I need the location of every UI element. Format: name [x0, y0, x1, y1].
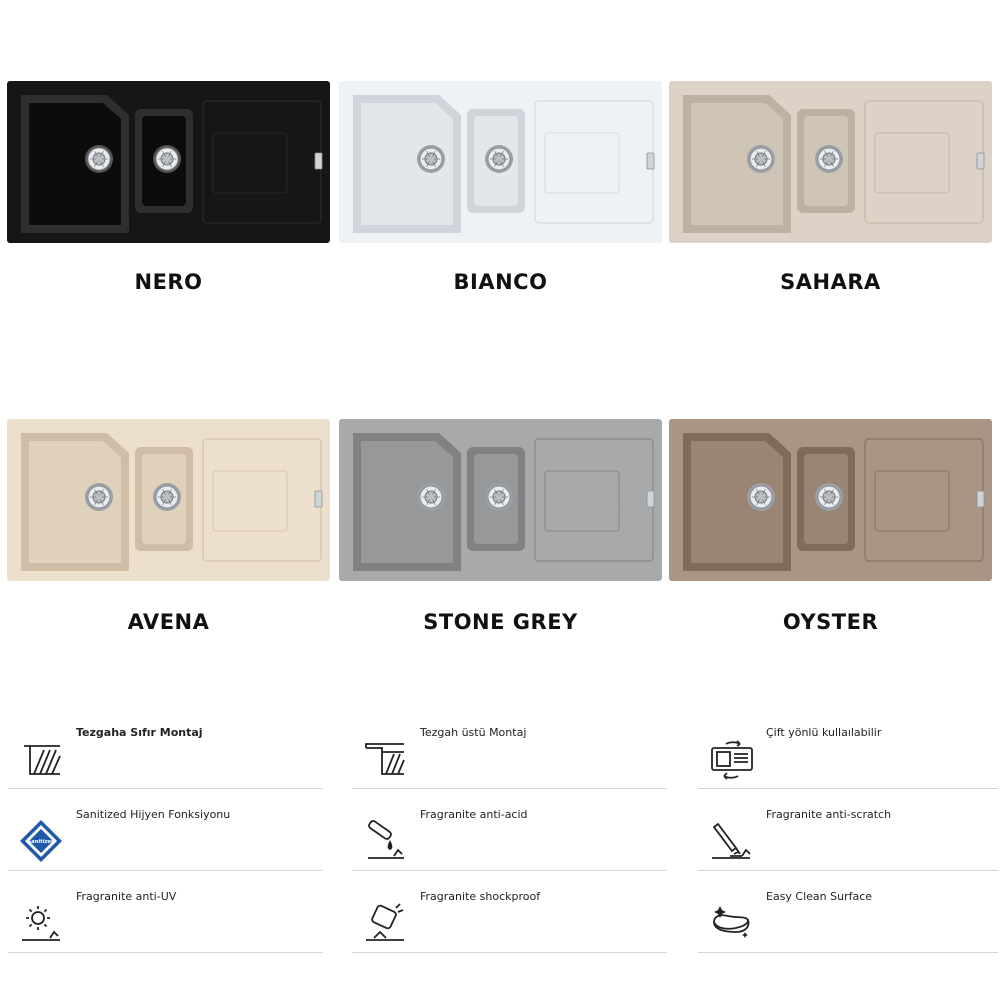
- feature-label: Fragranite shockproof: [420, 890, 541, 903]
- sink-illustration: [669, 419, 992, 581]
- feature-shockproof: [352, 876, 662, 956]
- feature-label: Çift yönlü kullaılabilir: [766, 726, 882, 739]
- overflow-slot: [315, 153, 322, 169]
- feature-label: Fragranite anti-UV: [76, 890, 177, 903]
- divider: [8, 952, 323, 953]
- top-mount-icon: [360, 734, 410, 784]
- feature-anti-scratch: [698, 794, 1000, 874]
- divider: [8, 870, 323, 871]
- sink-illustration: [7, 81, 330, 243]
- sink-illustration: [669, 81, 992, 243]
- feature-label: Fragranite anti-acid: [420, 808, 528, 821]
- feature-sanitized: [8, 794, 318, 874]
- flush-mount-icon: [16, 734, 66, 784]
- divider: [352, 788, 667, 789]
- badge-text: Sanitized: [27, 839, 55, 845]
- overflow-slot: [977, 153, 984, 169]
- sink-swatch-avena[interactable]: [7, 419, 330, 581]
- divider: [352, 952, 667, 953]
- sink-swatch-bianco[interactable]: [339, 81, 662, 243]
- sink-swatch-sahara[interactable]: [669, 81, 992, 243]
- color-name: BIANCO: [453, 270, 548, 294]
- feature-label: Fragranite anti-scratch: [766, 808, 892, 821]
- feature-label: Tezgaha Sıfır Montaj: [76, 726, 203, 739]
- shockproof-icon: [360, 898, 410, 948]
- sink-swatch-stone-grey[interactable]: [339, 419, 662, 581]
- anti-scratch-icon: [706, 816, 756, 866]
- color-name: NERO: [134, 270, 203, 294]
- color-name: STONE GREY: [423, 610, 578, 634]
- sanitized-badge-icon: [16, 816, 66, 866]
- divider: [698, 788, 998, 789]
- feature-label: Tezgah üstü Montaj: [420, 726, 527, 739]
- feature-anti-acid: [352, 794, 662, 874]
- divider: [352, 870, 667, 871]
- overflow-slot: [647, 153, 654, 169]
- feature-label: Easy Clean Surface: [766, 890, 873, 903]
- feature-flush-mount: [8, 712, 318, 792]
- feature-top-mount: [352, 712, 662, 792]
- feature-label: Sanitized Hijyen Fonksiyonu: [76, 808, 231, 821]
- overflow-slot: [315, 491, 322, 507]
- color-name: AVENA: [127, 610, 210, 634]
- reversible-icon: [706, 734, 756, 784]
- sink-illustration: [339, 81, 662, 243]
- sink-illustration: [7, 419, 330, 581]
- feature-reversible: [698, 712, 1000, 792]
- overflow-slot: [977, 491, 984, 507]
- color-name: SAHARA: [780, 270, 881, 294]
- overflow-slot: [647, 491, 654, 507]
- sink-swatch-oyster[interactable]: [669, 419, 992, 581]
- anti-acid-icon: [360, 816, 410, 866]
- sink-swatch-nero[interactable]: [7, 81, 330, 243]
- easy-clean-icon: [706, 898, 756, 948]
- feature-anti-uv: [8, 876, 318, 956]
- color-name: OYSTER: [782, 610, 879, 634]
- anti-uv-icon: [16, 898, 66, 948]
- divider: [698, 952, 998, 953]
- divider: [8, 788, 323, 789]
- feature-easy-clean: [698, 876, 1000, 956]
- sink-illustration: [339, 419, 662, 581]
- divider: [698, 870, 998, 871]
